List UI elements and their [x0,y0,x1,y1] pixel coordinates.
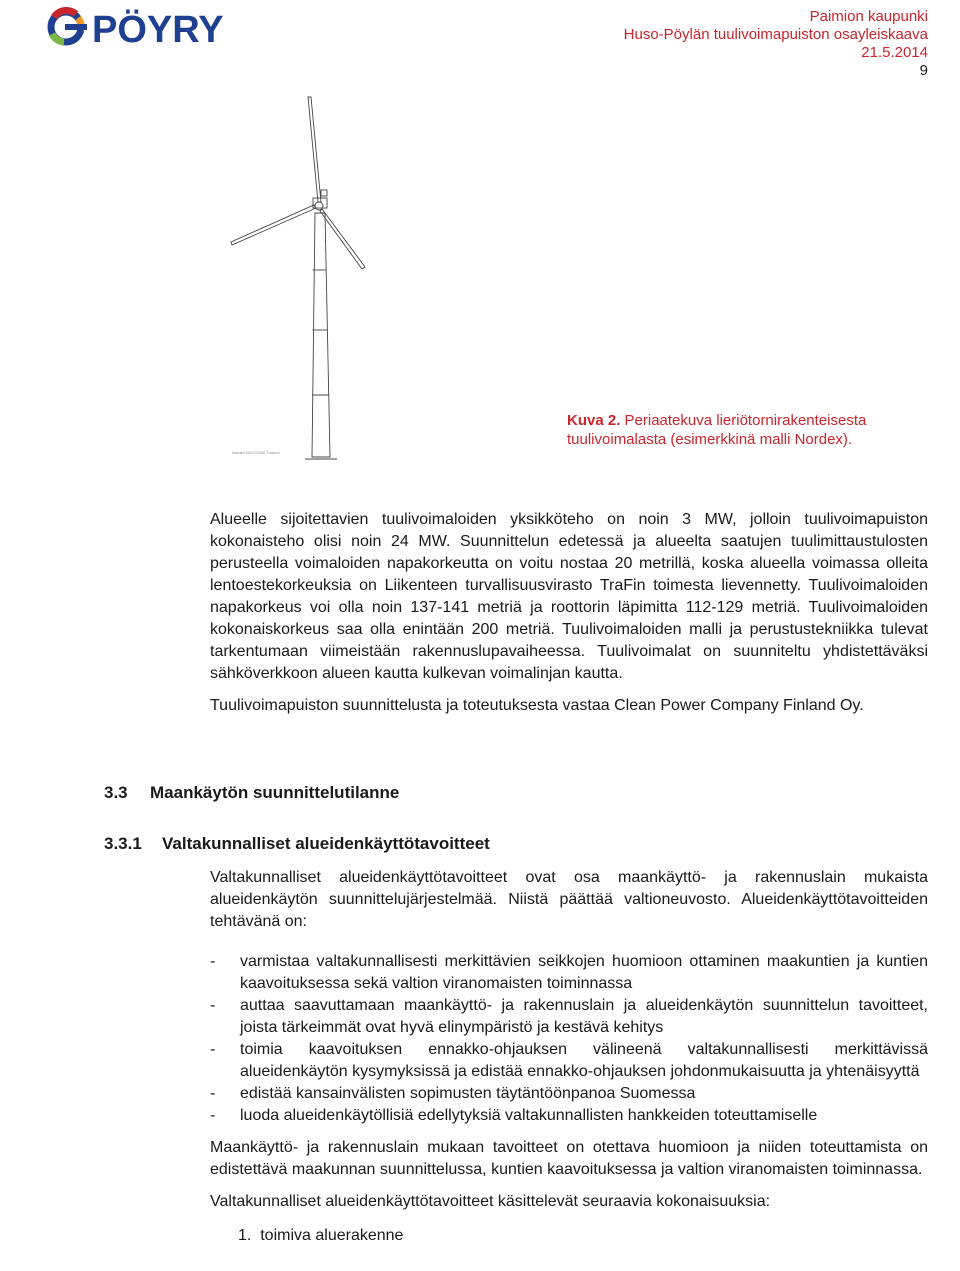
paragraph-turbine-specs: Alueelle sijoitettavien tuulivoimaloiden yksikköteho on noin 3 MW, jolloin tuulivoimapuiston kokonaisteho olisi noin 24 MW. Suunnittelun edetessä ja alueelta saatujen tuulimittaustulosten perusteella voimaloiden napakorkeutta on voitu nostaa 20 metrillä, koska alueella voimassa olleita lentoestekorkeuksia on Liikenteen turvallisuusvirasto TraFin toimesta lievennetty. Tuulivoimaloiden napakorkeus voi olla noin 137-141 metriä ja roottorin läpimitta 112-129 metriä. Tuulivoimaloiden kokonaiskorkeus saa olla enintään 200 metriä. Tuulivoimaloiden malli ja perustustekniikka tulevat tarkentumaan viimeistään rakennuslupavaiheessa. Tuulivoimalat on suunniteltu yhdistettäväksi sähköverkkoon alueen kautta kulkevan voimalinjan kautta. [210,511,928,682]
list-item: - toimia kaavoituksen ennakko-ohjauksen välineenä valtakunnallisesti merkittävissä alueidenkäytön kysymyksissä ja edistää ennakko-ohjauksen johdonmukaisuutta ja yhtenäisyyttä [210,1041,928,1080]
poyry-logo [46,6,272,48]
turbine-description [210,509,928,717]
paragraph-intro: Valtakunnalliset alueidenkäyttötavoitteet ovat osa maankäyttö- ja rakennuslain mukaista alueidenkäytön suunnittelujärjestelmää. Niistä päättää valtioneuvosto. Alueidenkäyttötavoitteiden tehtävänä on: [210,869,928,930]
subsection-title: Valtakunnalliset alueidenkäyttötavoitteet [162,834,490,853]
section-number: 3.3 [104,783,128,802]
paragraph-themes-intro: Valtakunnalliset alueidenkäyttötavoitteet käsittelevät seuraavia kokonaisuuksia: [210,1193,771,1210]
header-date: 21.5.2014 [861,44,928,61]
figure-tiny-note: Nordex N117/2400 Turbine [232,450,280,455]
subsection-heading [104,834,490,854]
page-header [624,8,928,80]
figure-caption [567,411,887,449]
caption-label: Kuva 2. [567,412,621,429]
header-project: Huso-Pöylän tuulivoimapuiston osayleiskaava [623,26,928,43]
paragraph-after-list: Maankäyttö- ja rakennuslain mukaan tavoitteet on otettava huomioon ja niiden toteuttamista on edistettävä maakunnan suunnittelussa, kuntien kaavoituksessa ja valtion viranomaisten toiminnassa. [210,1139,928,1178]
logo-wordmark: PÖYRY [92,9,224,48]
list-item: - luoda alueidenkäytöllisiä edellytyksiä valtakunnallisten hankkeiden toteuttamiselle [210,1107,818,1124]
caption-text: Periaatekuva lieriötornirakenteisesta tuulivoimalasta (esimerkkinä malli Nordex). [567,412,867,448]
section-heading [104,783,399,803]
paragraph-developer: Tuulivoimapuiston suunnittelusta ja toteutuksesta vastaa Clean Power Company Finland Oy. [210,697,864,714]
national-goals-text [210,867,928,1247]
list-item: - auttaa saavuttamaan maankäyttö- ja rakennuslain ja alueidenkäytön suunnittelun tavoitteet, joista tärkeimmät ovat hyvä elinympäristö ja kestävä kehitys [210,997,928,1036]
header-client: Paimion kaupunki [809,8,928,25]
subsection-number: 3.3.1 [104,834,142,853]
list-item: - varmistaa valtakunnallisesti merkittävien seikkojen huomioon ottaminen maakuntien ja kuntien kaavoituksessa sekä valtion viranomaisten toiminnassa [210,953,928,992]
wind-turbine-drawing [225,95,385,470]
list-item: 1. toimiva aluerakenne [238,1227,404,1244]
goals-list [210,951,928,1127]
section-title: Maankäytön suunnittelutilanne [150,783,400,802]
page-number: 9 [919,62,928,79]
poyry-logo-mark [46,6,272,48]
list-item: - edistää kansainvälisten sopimusten täytäntöönpanoa Suomessa [210,1085,696,1102]
wind-turbine-icon [225,95,385,470]
themes-list [210,1225,928,1247]
